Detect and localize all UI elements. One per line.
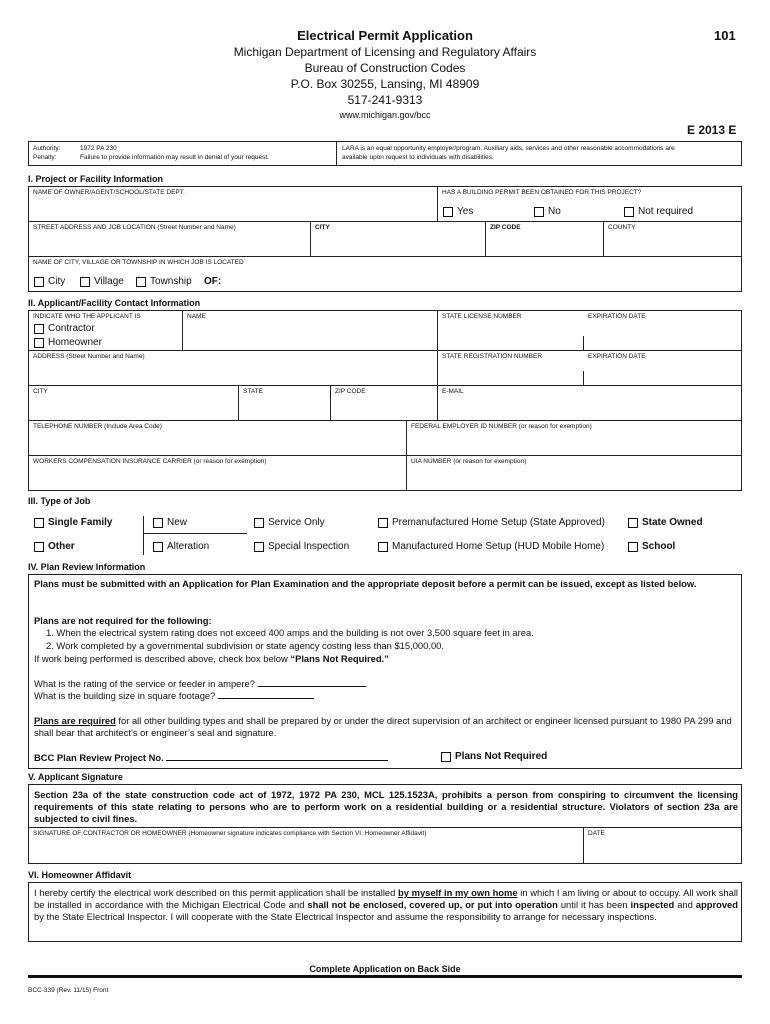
special-inspection-checkbox[interactable] <box>254 542 264 552</box>
applicant-city-label: CITY <box>33 388 48 395</box>
affidavit-approved: approved <box>695 899 738 910</box>
premanufactured-option[interactable] <box>378 517 605 530</box>
applicant-zip-label: ZIP CODE <box>335 388 366 395</box>
service-only-label: Service Only <box>268 517 325 528</box>
school-label: School <box>642 541 676 552</box>
authority-label: Authority: <box>33 145 61 152</box>
other-checkbox[interactable] <box>34 542 44 552</box>
permit-yes-checkbox[interactable] <box>443 207 453 217</box>
affidavit-text <box>34 887 738 923</box>
premanufactured-checkbox[interactable] <box>378 518 388 528</box>
service-rating-question <box>34 678 366 690</box>
plans-submission-notice: Plans must be submitted with an Application for Plan Examination and the appropriate deposit before a permit can be issued, except as listed below. <box>34 578 697 589</box>
plans-not-required-quote: “Plans Not Required.” <box>290 653 389 664</box>
mailing-address: P.O. Box 30255, Lansing, MI 48909 <box>290 77 480 91</box>
state-owned-label: State Owned <box>642 517 703 528</box>
premanufactured-label: Premanufactured Home Setup (State Approved) <box>392 517 605 528</box>
state-owned-checkbox[interactable] <box>628 518 638 528</box>
permit-not-required-option[interactable] <box>624 206 693 219</box>
section-5-title: V. Applicant Signature <box>28 772 123 782</box>
alteration-checkbox[interactable] <box>153 542 163 552</box>
manufactured-checkbox[interactable] <box>378 542 388 552</box>
other-label: Other <box>48 541 75 552</box>
new-checkbox[interactable] <box>153 518 163 528</box>
affidavit-text-4: and <box>674 899 696 910</box>
permit-not-required-checkbox[interactable] <box>624 207 634 217</box>
state-owned-option[interactable] <box>628 517 703 530</box>
bcc-project-label: BCC Plan Review Project No. <box>34 752 164 763</box>
applicant-name-label: NAME <box>187 313 206 320</box>
plans-required-text: for all other building types and shall be prepared by or under the direct supervision of an architect or engineer licensed pursuant to 1980 PA 299 and shall bear that architect’s or engineer’s seal and signature. <box>34 715 732 738</box>
plan-review-box <box>28 574 742 769</box>
permit-no-option[interactable] <box>534 206 561 219</box>
city-checkbox[interactable] <box>34 277 44 287</box>
school-option[interactable] <box>628 541 675 554</box>
affidavit-inspected: inspected <box>630 899 675 910</box>
signature-label: SIGNATURE OF CONTRACTOR OR HOMEOWNER (Homeowner signature indicates compliance with Section VI. Homeowner Affidavit) <box>33 830 427 837</box>
check-box-instruction <box>34 653 389 665</box>
license-expiration-label: EXPIRATION DATE <box>588 313 646 320</box>
form-id: BCC-339 (Rev. 11/15) Front <box>28 987 109 994</box>
section-4-title: IV. Plan Review Information <box>28 562 146 572</box>
special-inspection-option[interactable] <box>254 541 349 554</box>
penalty-label: Penalty: <box>33 154 57 161</box>
bcc-project-number <box>34 752 388 764</box>
building-size-question <box>34 690 314 702</box>
check-box-instruction-text: If work being performed is described above, check box below <box>34 653 291 664</box>
homeowner-option[interactable] <box>34 337 102 350</box>
uia-number-label: UIA NUMBER (or reason for exemption) <box>411 458 527 465</box>
owner-name-label: NAME OF OWNER/AGENT/SCHOOL/STATE DEPT. <box>33 189 185 196</box>
of-label: OF: <box>204 276 222 287</box>
signature-field[interactable] <box>33 840 578 862</box>
license-number-label: STATE LICENSE NUMBER <box>442 313 522 320</box>
plans-not-required-label: Plans Not Required <box>455 751 548 762</box>
affidavit-text-3: until it has been <box>557 899 631 910</box>
plans-not-required-heading: Plans are not required for the following: <box>34 615 212 626</box>
homeowner-checkbox[interactable] <box>34 338 44 348</box>
bureau-name: Bureau of Construction Codes <box>304 61 466 75</box>
bcc-project-field[interactable] <box>166 760 388 761</box>
authority-value: 1972 PA 230 <box>80 145 117 152</box>
alteration-option[interactable] <box>153 541 209 554</box>
manufactured-option[interactable] <box>378 541 604 554</box>
plans-required-paragraph <box>34 715 740 739</box>
permit-no-label: No <box>548 206 561 217</box>
village-checkbox[interactable] <box>80 277 90 287</box>
owner-name-field[interactable] <box>33 198 433 220</box>
single-family-option[interactable] <box>34 517 112 530</box>
department-name: Michigan Department of Licensing and Regulatory Affairs <box>233 45 537 59</box>
village-option[interactable] <box>80 276 124 289</box>
form-title: Electrical Permit Application <box>297 28 473 43</box>
affidavit-text-5: by the State Electrical Inspector. I will cooperate with the State Electrical Inspector and assume the responsibility to arrange for necessary inspections. <box>34 911 657 922</box>
alteration-label: Alteration <box>167 541 210 552</box>
homeowner-label: Homeowner <box>48 337 102 348</box>
applicant-state-label: STATE <box>243 388 263 395</box>
permit-yes-option[interactable] <box>443 206 473 219</box>
exemption-item-2: 2. Work completed by a governmental subdivision or state agency costing less than $15,000.00. <box>46 640 444 651</box>
section-2-title: II. Applicant/Facility Contact Information <box>28 298 201 308</box>
edition-code: E 2013 E <box>687 123 737 137</box>
registration-expiration-label: EXPIRATION DATE <box>588 353 646 360</box>
affidavit-text-1: I hereby certify the electrical work described on this permit application shall be installed <box>34 887 398 898</box>
permit-yes-label: Yes <box>457 206 474 217</box>
contractor-option[interactable] <box>34 323 95 336</box>
service-only-option[interactable] <box>254 517 325 530</box>
signature-date-field[interactable] <box>588 840 738 862</box>
township-option-label: Township <box>150 276 192 287</box>
single-family-label: Single Family <box>48 517 113 528</box>
building-permit-question: HAS A BUILDING PERMIT BEEN OBTAINED FOR THIS PROJECT? <box>442 189 642 196</box>
contractor-checkbox[interactable] <box>34 324 44 334</box>
signature-date-label: DATE <box>588 830 605 837</box>
applicant-address-label: ADDRESS (Street Number and Name) <box>33 353 145 360</box>
service-rating-field[interactable] <box>258 686 366 687</box>
township-option[interactable] <box>136 276 192 289</box>
city-option[interactable] <box>34 276 65 289</box>
other-option[interactable] <box>34 541 75 554</box>
permit-no-checkbox[interactable] <box>534 207 544 217</box>
plans-required-emphasis: Plans are required <box>34 715 116 726</box>
lara-notice-line1: LARA is an equal opportunity employer/program. Auxiliary aids, services and other reasonable accommodations are <box>342 145 675 152</box>
section-3-title: III. Type of Job <box>28 496 91 506</box>
building-size-question-text: What is the building size in square footage? <box>34 690 216 701</box>
city-option-label: City <box>48 276 66 287</box>
municipality-label: NAME OF CITY, VILLAGE OR TOWNSHIP IN WHICH JOB IS LOCATED <box>33 259 244 266</box>
service-rating-question-text: What is the rating of the service or feeder in ampere? <box>34 678 255 689</box>
township-checkbox[interactable] <box>136 277 146 287</box>
permit-not-required-label: Not required <box>638 206 694 217</box>
street-address-label: STREET ADDRESS AND JOB LOCATION (Street Number and Name) <box>33 224 236 231</box>
footer-rule <box>28 975 742 978</box>
lara-notice-line2: available upon request to individuals with disabilities. <box>342 154 494 161</box>
penalty-value: Failure to provide information may result in denial of your request. <box>80 154 269 161</box>
county-label: COUNTY <box>608 224 636 231</box>
job-city-label: CITY <box>315 224 330 231</box>
workers-comp-label: WORKERS COMPENSATION INSURANCE CARRIER (or reason for exemption) <box>33 458 267 465</box>
form-number: 101 <box>714 28 736 43</box>
special-inspection-label: Special Inspection <box>268 541 350 552</box>
registration-number-label: STATE REGISTRATION NUMBER <box>442 353 543 360</box>
affidavit-text-2: in which I am living or about to occupy. All work shall be installed in accordance with the Michigan Electrical Code and <box>34 887 738 910</box>
new-option[interactable] <box>153 517 187 530</box>
single-family-checkbox[interactable] <box>34 518 44 528</box>
affidavit-not-enclosed: shall not be enclosed, covered up, or put into operation <box>307 899 558 910</box>
job-zip-label: ZIP CODE <box>490 224 521 231</box>
service-only-checkbox[interactable] <box>254 518 264 528</box>
email-label: E-MAIL <box>442 388 464 395</box>
complete-back-side-notice: Complete Application on Back Side <box>309 964 461 974</box>
phone-number: 517-241-9313 <box>347 93 423 107</box>
school-checkbox[interactable] <box>628 542 638 552</box>
applicant-type-label: INDICATE WHO THE APPLICANT IS <box>33 313 141 320</box>
affidavit-own-home: by myself in my own home <box>398 887 518 898</box>
fein-label: FEDERAL EMPLOYER ID NUMBER (or reason for exemption) <box>411 423 592 430</box>
plans-not-required-checkbox[interactable] <box>441 752 451 762</box>
website: www.michigan.gov/bcc <box>339 110 431 120</box>
telephone-label: TELEPHONE NUMBER (Include Area Code) <box>33 423 162 430</box>
exemption-item-1: 1. When the electrical system rating does not exceed 400 amps and the building is not over 3,500 square feet in area. <box>46 627 534 638</box>
contractor-label: Contractor <box>48 323 95 334</box>
section-6-title: VI. Homeowner Affidavit <box>28 870 132 880</box>
section-23a-warning: Section 23a of the state construction code act of 1972, 1972 PA 230, MCL 125.1523A, prohibits a person from conspiring to circumvent the licensing requirements of this state relating to persons who are to perform work on a residential building or a residential structure. Violators of section 23a are subjected to civil fines. <box>34 789 738 824</box>
section-1-title: I. Project or Facility Information <box>28 174 164 184</box>
plans-not-required-option[interactable] <box>441 751 547 764</box>
new-label: New <box>167 517 188 528</box>
building-size-field[interactable] <box>218 698 314 699</box>
village-option-label: Village <box>94 276 124 287</box>
manufactured-label: Manufactured Home Setup (HUD Mobile Home) <box>392 541 605 552</box>
